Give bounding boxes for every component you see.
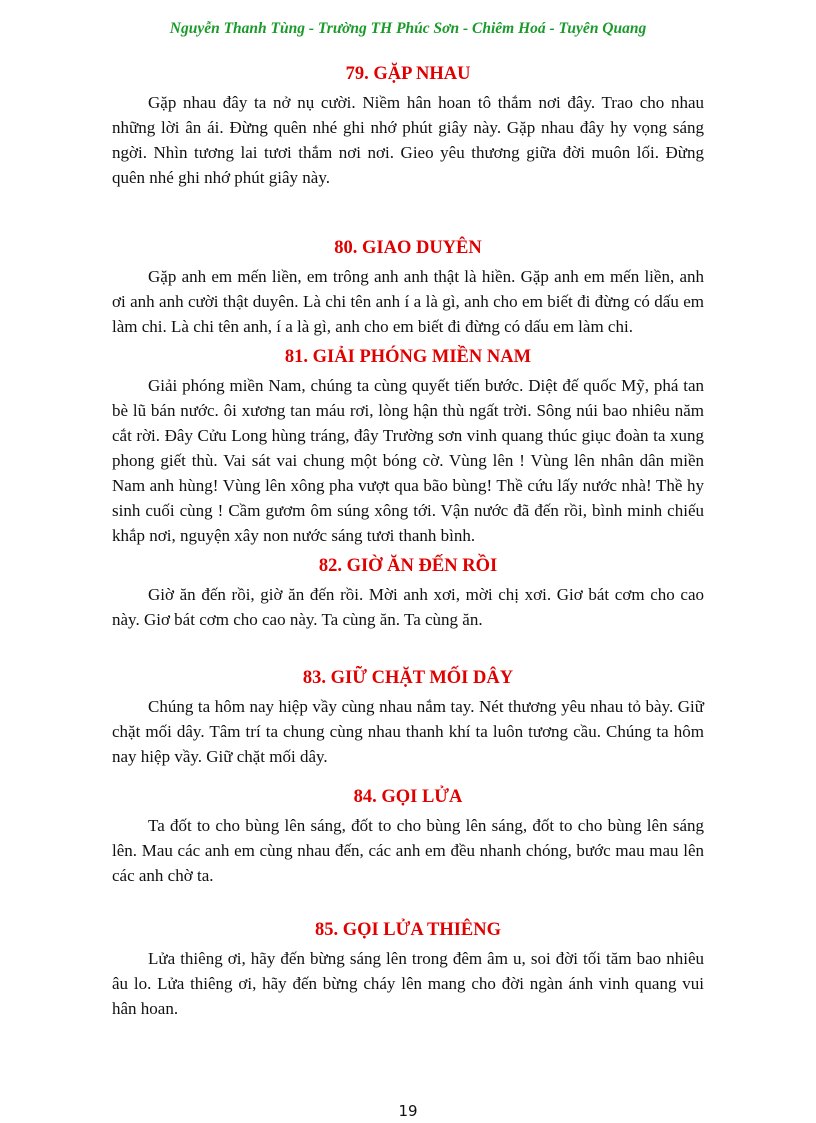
song-84 — [112, 785, 704, 888]
song-lyrics: Chúng ta hôm nay hiệp vầy cùng nhau nắm tay. Nét thương yêu nhau tỏ bày. Giữ chặt mối dây. Tâm trí ta chung cùng nhau thanh khí ta luôn tương cầu. Chúng ta hôm nay hiệp vầy. Giữ chặt mối dây. — [112, 697, 704, 766]
song-title: 83. GIỮ CHẶT MỐI DÂY — [302, 668, 514, 688]
song-lyrics: Ta đốt to cho bùng lên sáng, đốt to cho bùng lên sáng, đốt to cho bùng lên sáng lên. Mau các anh em cùng nhau đến, các anh em đều nhanh chóng, bước mau mau lên các anh chờ ta. — [112, 816, 704, 885]
page-content — [112, 62, 704, 1021]
song-lyrics: Giải phóng miền Nam, chúng ta cùng quyết tiến bước. Diệt đế quốc Mỹ, phá tan bè lũ bán nước. ôi xương tan máu rơi, lòng hận thù ngất trời. Sông núi bao nhiêu năm cắt rời. Đây Cửu Long hùng tráng, đây Trường sơn vinh quang thúc giục đoàn ta xung phong giết thù. Vai sát vai chung một bóng cờ. Vùng lên ! Vùng lên nhân dân miền Nam anh hùng! Vùng lên xông pha vượt qua bão bùng! Thề cứu lấy nước nhà! Thề hy sinh cuối cùng ! Cầm gươm ôm súng xông tới. Vận nước đã đến rồi, bình minh chiếu khắp nơi, nguyện xây non nước sáng tươi thanh bình. — [112, 376, 704, 545]
song-title: 82. GIỜ ĂN ĐẾN RỒI — [318, 556, 498, 576]
song-81 — [112, 345, 704, 548]
song-lyrics: Gặp anh em mến liền, em trông anh anh thật là hiền. Gặp anh em mến liền, anh ơi anh anh cười thật duyên. Là chi tên anh í a là gì, anh cho em biết đi đừng có dấu em làm chi. Là chi tên anh, í a là gì, anh cho em biết đi đừng có dấu em làm chi. — [112, 267, 704, 336]
song-title: 81. GIẢI PHÓNG MIỀN NAM — [284, 347, 532, 367]
song-title: 80. GIAO DUYÊN — [334, 238, 482, 258]
song-80 — [112, 236, 704, 339]
song-lyrics: Gặp nhau đây ta nở nụ cười. Niềm hân hoan tô thắm nơi đây. Trao cho nhau những lời ân ái. Đừng quên nhé ghi nhớ phút giây này. Gặp nhau đây hy vọng sáng ngời. Nhìn tương lai tươi thắm nơi nơi. Gieo yêu thương giữa đời muôn lối. Đừng quên nhé ghi nhớ phút giây này. — [112, 93, 704, 187]
song-title: 85. GỌI LỬA THIÊNG — [314, 920, 502, 940]
song-83 — [112, 666, 704, 769]
song-lyrics: Giờ ăn đến rồi, giờ ăn đến rồi. Mời anh xơi, mời chị xơi. Giơ bát cơm cho cao này. Giơ bát cơm cho cao này. Ta cùng ăn. Ta cùng ăn. — [112, 585, 704, 629]
song-lyrics: Lửa thiêng ơi, hãy đến bừng sáng lên trong đêm âm u, soi đời tối tăm bao nhiêu âu lo. Lửa thiêng ơi, hãy đến bừng cháy lên mang cho đời ngàn ánh vinh quang vui hân hoan. — [112, 949, 704, 1018]
page-header: Nguyễn Thanh Tùng - Trường TH Phúc Sơn - Chiêm Hoá - Tuyên Quang — [169, 20, 647, 37]
song-title: 84. GỌI LỬA — [353, 787, 463, 807]
song-82 — [112, 554, 704, 632]
page-number: 19 — [398, 1102, 418, 1120]
song-85 — [112, 918, 704, 1021]
song-79 — [112, 62, 704, 190]
song-title: 79. GẶP NHAU — [345, 64, 471, 84]
